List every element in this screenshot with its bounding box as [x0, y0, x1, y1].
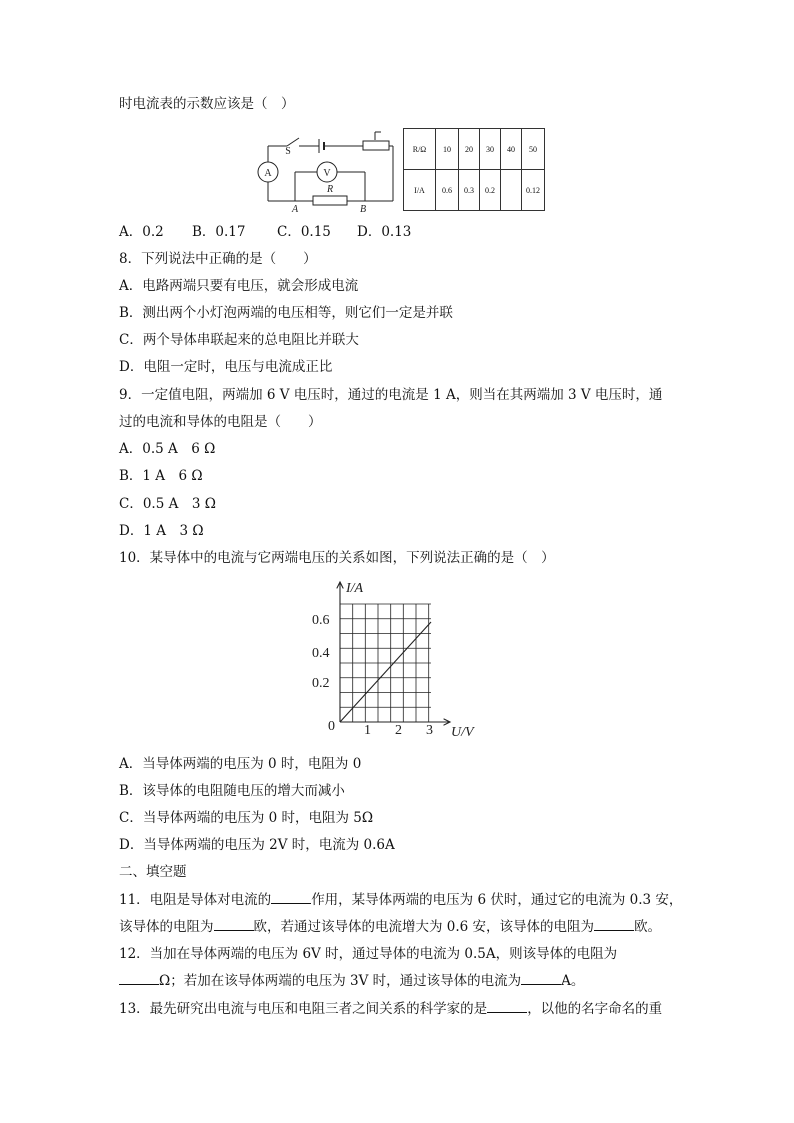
circuit-diagram	[255, 126, 400, 212]
q11-text: 该导体的电阻为	[119, 919, 214, 935]
q7-stem: 时电流表的示数应该是（ ）	[119, 96, 295, 112]
q9-option-a: A．0.5 A 6 Ω	[119, 441, 216, 457]
x-tick-label: 2	[395, 723, 402, 738]
ammeter-label: A	[264, 168, 272, 179]
table-row	[404, 129, 545, 170]
q9-option-b: B．1 A 6 Ω	[119, 468, 203, 484]
table-cell	[501, 170, 522, 211]
y-tick-label: 0.2	[312, 676, 330, 691]
resistor-label: R	[326, 184, 334, 195]
table-cell: 0.3	[459, 170, 480, 211]
q9-stem-line1: 9．一定值电阻，两端加 6 V 电压时，通过的电流是 1 A，则当在其两端加 3 V 电压时，通	[119, 387, 663, 403]
q12-line1: 12．当加在导体两端的电压为 6V 时，通过导体的电流为 0.5A，则该导体的电阻为	[119, 946, 618, 962]
node-b-label: B	[359, 204, 367, 212]
q7-option-a: A．0.2	[119, 224, 164, 240]
x-axis-label: U/V	[451, 725, 474, 740]
table-cell: 20	[459, 129, 480, 170]
table-cell: 50	[522, 129, 545, 170]
current-voltage-graph	[300, 574, 490, 744]
table-cell: 0.6	[436, 170, 459, 211]
answer-blank[interactable]	[487, 1000, 527, 1013]
q10-stem: 10．某导体中的电流与它两端电压的关系如图，下列说法正确的是（ ）	[119, 550, 555, 566]
q11-text: 欧。	[634, 919, 662, 935]
table-cell: 0.12	[522, 170, 545, 211]
q7-option-b: B．0.17	[192, 224, 246, 240]
graph-grid	[340, 604, 431, 722]
q11-text: 11．电阻是导体对电流的	[119, 892, 272, 908]
y-tick-label: 0.6	[312, 613, 330, 628]
table-cell: 30	[480, 129, 501, 170]
q12-line2	[119, 972, 584, 990]
q13-text: 13．最先研究出电流与电压和电阻三者之间关系的科学家的是	[119, 1001, 488, 1017]
voltmeter-label: V	[323, 168, 331, 179]
q13-line1	[119, 1000, 662, 1018]
q10-option-c: C．当导体两端的电压为 0 时，电阻为 5Ω	[119, 810, 374, 826]
q9-option-c: C．0.5 A 3 Ω	[119, 496, 216, 512]
origin-label: 0	[328, 719, 335, 734]
q8-option-d: D．电阻一定时，电压与电流成正比	[119, 359, 333, 375]
q8-stem: 8．下列说法中正确的是（ ）	[119, 251, 317, 267]
q9-option-d: D．1 A 3 Ω	[119, 523, 204, 539]
x-tick-label: 3	[426, 723, 433, 738]
q10-option-b: B．该导体的电阻随电压的增大而减小	[119, 783, 345, 799]
q7-option-d: D．0.13	[357, 224, 412, 240]
q13-text: ，以他的名字命名的重	[527, 1001, 663, 1017]
q7-options	[119, 223, 411, 241]
section-heading: 二、填空题	[119, 864, 187, 880]
answer-blank[interactable]	[594, 918, 634, 931]
q11-text: 欧，若通过该导体的电流增大为 0.6 安，该导体的电阻为	[253, 919, 595, 935]
q12-text: A。	[561, 973, 585, 989]
q11-line2	[119, 918, 661, 936]
q8-option-a: A．电路两端只要有电压，就会形成电流	[119, 278, 359, 294]
x-tick-label: 1	[364, 723, 371, 738]
answer-blank[interactable]	[214, 918, 254, 931]
q11-text: 作用，某导体两端的电压为 6 伏时，通过它的电流为 0.3 安，	[311, 892, 683, 908]
table-cell: 0.2	[480, 170, 501, 211]
q8-option-c: C．两个导体串联起来的总电阻比并联大	[119, 332, 359, 348]
y-axis-label: I/A	[346, 581, 364, 596]
q8-option-b: B．测出两个小灯泡两端的电压相等，则它们一定是并联	[119, 305, 453, 321]
resistance-current-table	[403, 128, 545, 211]
table-cell: 10	[436, 129, 459, 170]
q12-text: Ω；若加在该导体两端的电压为 3V 时，通过该导体的电流为	[159, 973, 522, 989]
answer-blank[interactable]	[271, 891, 311, 904]
table-cell: I/A	[404, 170, 436, 211]
node-a-label: A	[291, 204, 299, 212]
table-cell: 40	[501, 129, 522, 170]
q10-option-a: A．当导体两端的电压为 0 时，电阻为 0	[119, 756, 362, 772]
q10-option-d: D．当导体两端的电压为 2V 时，电流为 0.6A	[119, 837, 395, 853]
q11-line1	[119, 891, 682, 909]
table-row	[404, 170, 545, 211]
answer-blank[interactable]	[521, 972, 561, 985]
q9-stem-line2: 过的电流和导体的电阻是（ ）	[119, 414, 322, 430]
table-cell: R/Ω	[404, 129, 436, 170]
switch-label: S	[285, 146, 291, 157]
y-tick-label: 0.4	[312, 646, 330, 661]
answer-blank[interactable]	[119, 972, 159, 985]
q7-option-c: C．0.15	[277, 224, 331, 240]
